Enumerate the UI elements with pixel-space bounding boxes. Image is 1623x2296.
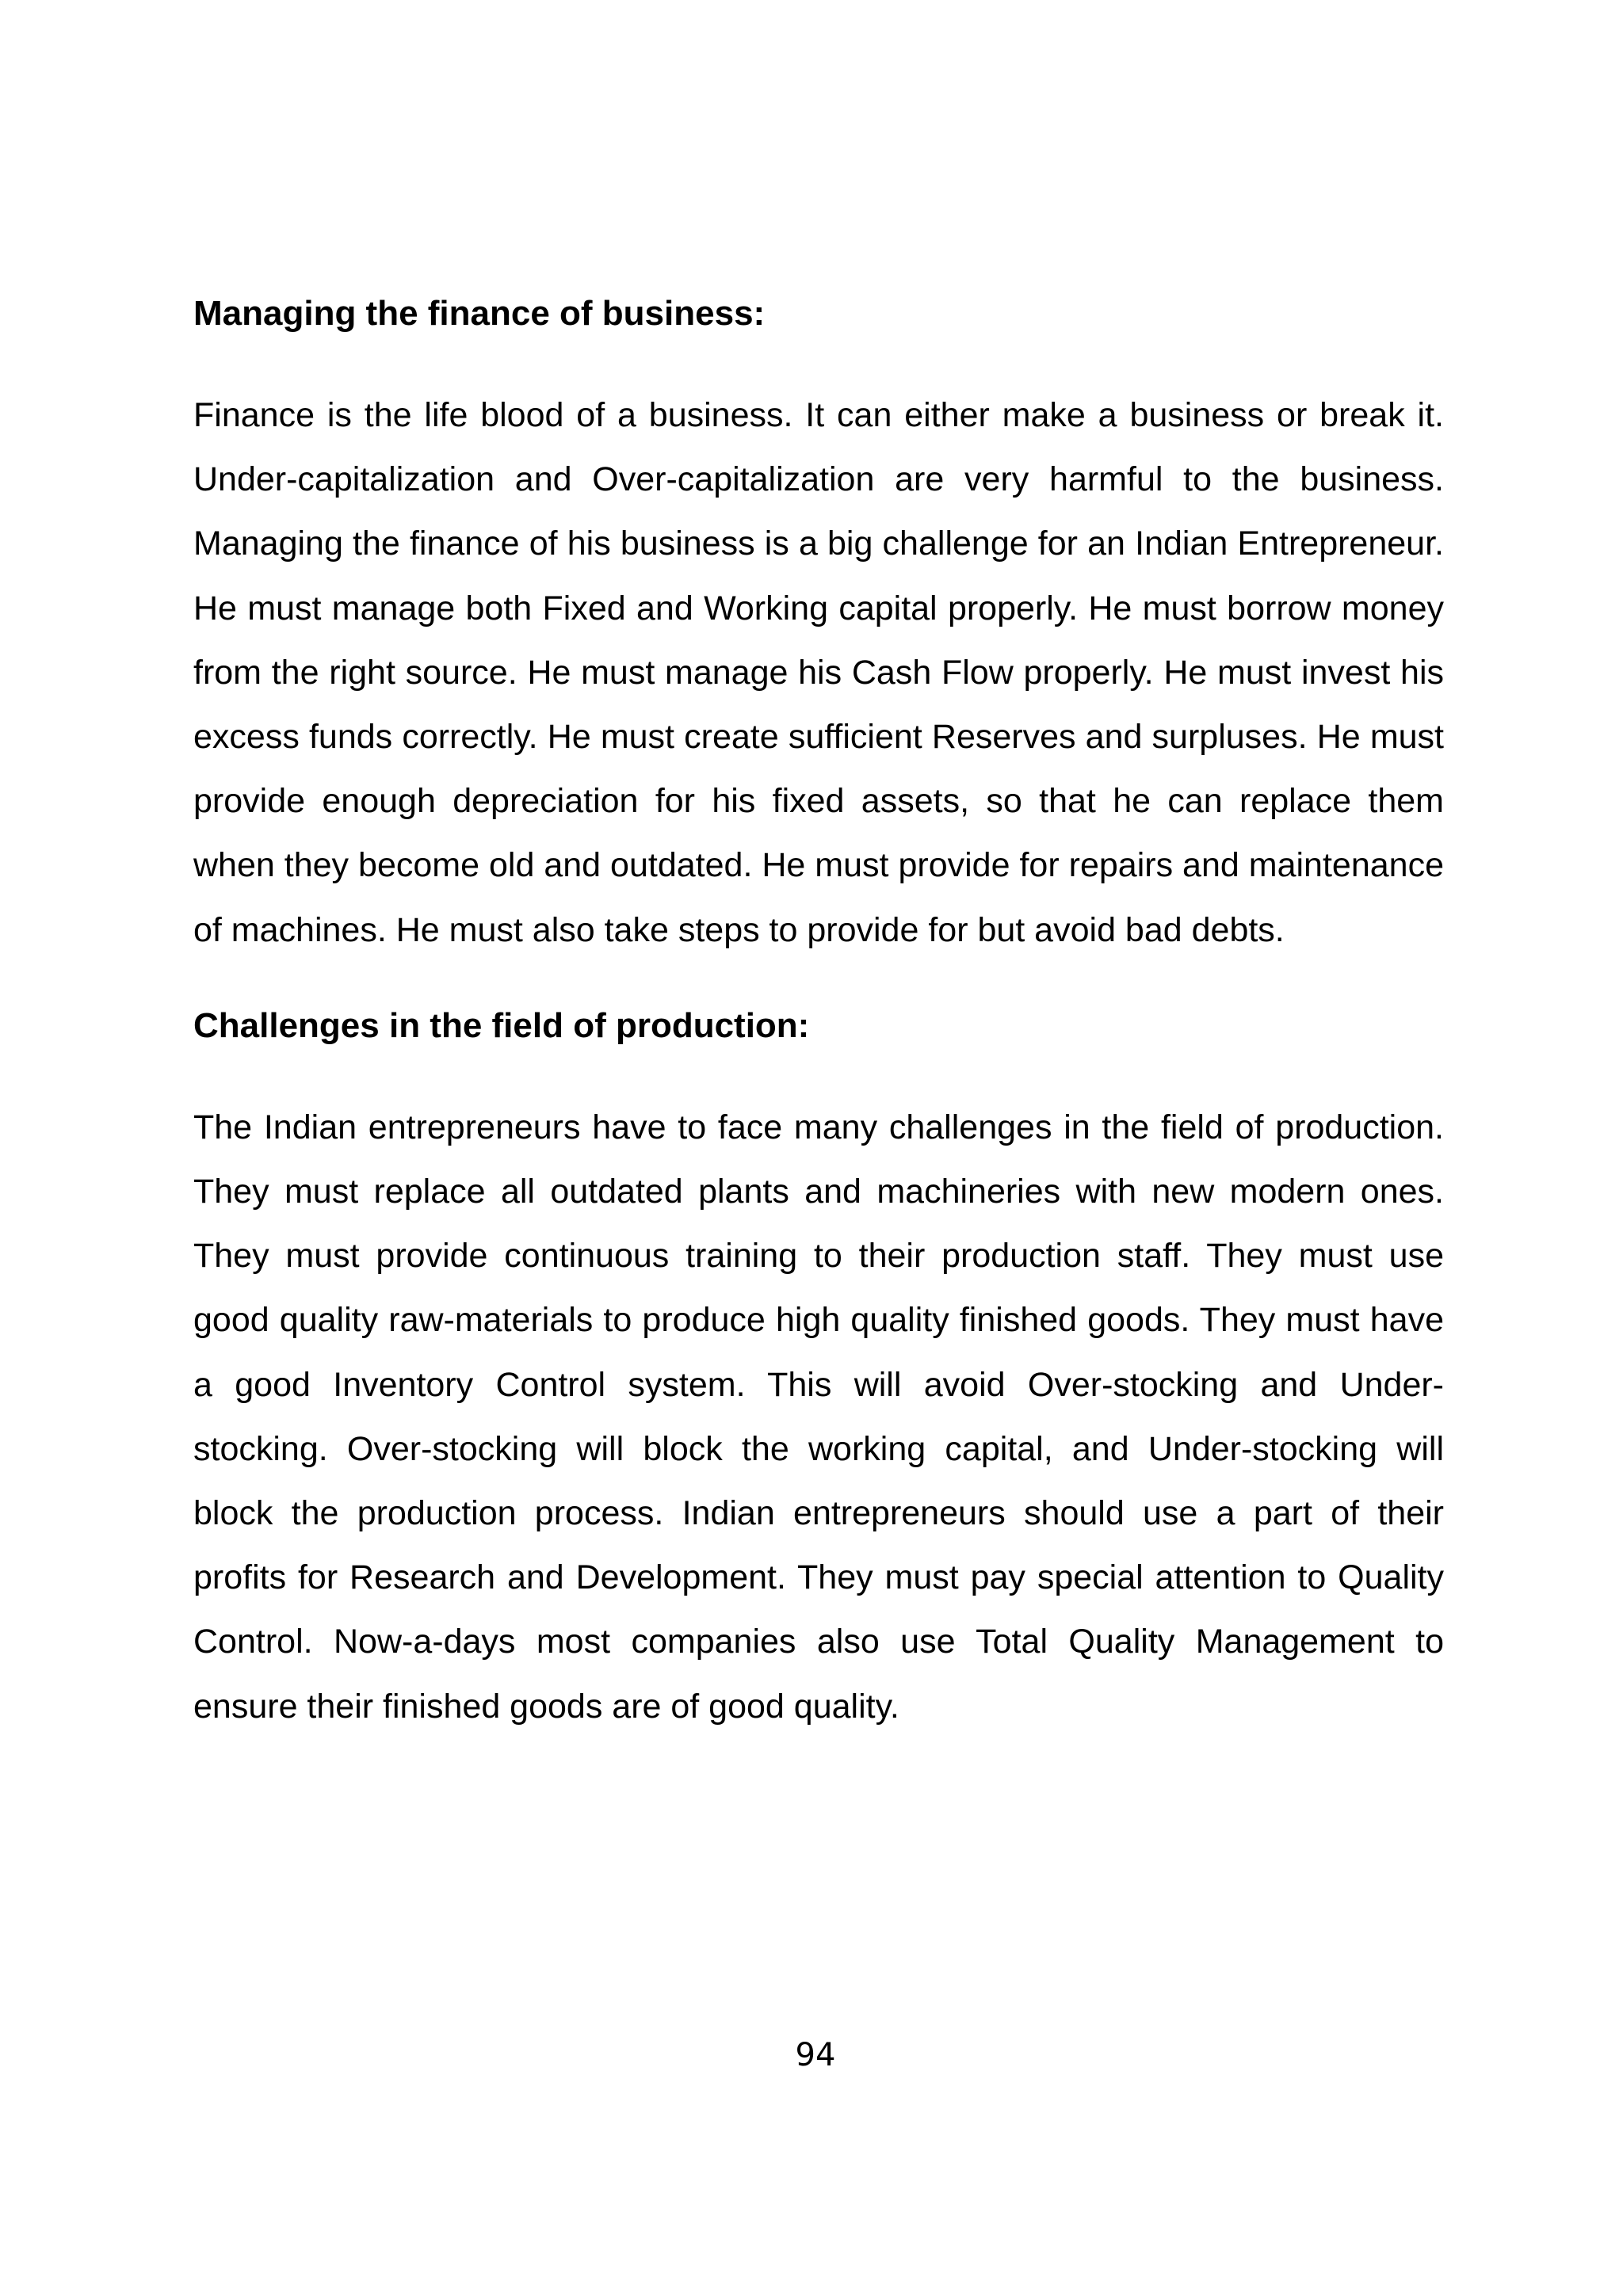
section-heading-finance: Managing the finance of business: (193, 294, 766, 333)
section-heading-production: Challenges in the field of production: (193, 1005, 810, 1045)
page-number: 94 (795, 2037, 836, 2073)
page-content (193, 288, 1444, 1739)
section-paragraph-finance: Finance is the life blood of a business. It can either make a business or break it. Under-capitalization and Over-capitalization are very harmful to the business. Managing the finance of his business is a big challenge for an Indian Entrepreneur. He must manage both Fixed and Working capital properly. He must borrow money from the right source. He must manage his Cash Flow properly. He must invest his excess funds correctly. He must create sufficient Reserves and surpluses. He must provide enough depreciation for his fixed assets, so that he can replace them when they become old and outdated. He must provide for repairs and maintenance of machines. He must also take steps to provide for but avoid bad debts. (193, 396, 1444, 949)
section-paragraph-production: The Indian entrepreneurs have to face many challenges in the field of production. They must replace all outdated plants and machineries with new modern ones. They must provide continuous training to their production staff. They must use good quality raw-materials to produce high quality finished goods. They must have a good Inventory Control system. This will avoid Over-stocking and Under-stocking. Over-stocking will block the working capital, and Under-stocking will block the production process. Indian entrepreneurs should use a part of their profits for Research and Development. They must pay special attention to Quality Control. Now-a-days most companies also use Total Quality Management to ensure their finished goods are of good quality. (193, 1108, 1444, 1726)
